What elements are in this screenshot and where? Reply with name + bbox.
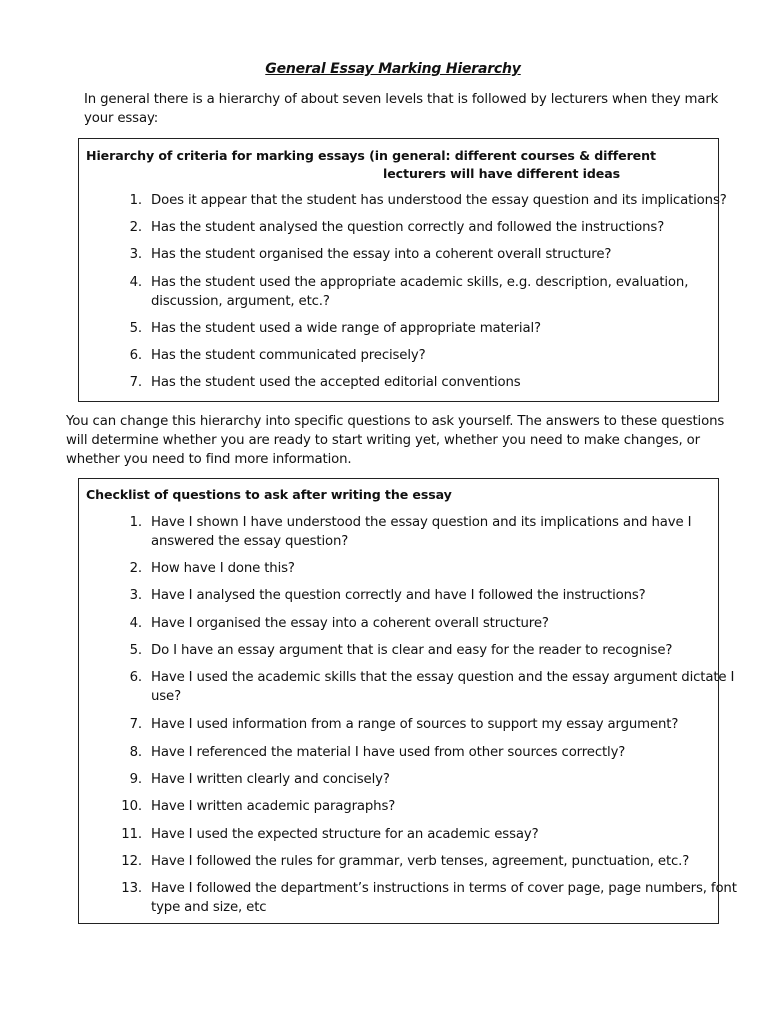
list-item-text: Has the student analysed the question correctly and followed the instructions? <box>151 220 665 235</box>
list-item-number: 13. <box>121 881 142 896</box>
hierarchy-heading-line2: lecturers will have different ideas <box>383 166 621 181</box>
list-item-number: 10. <box>121 799 142 814</box>
hierarchy-heading-line1: Hierarchy of criteria for marking essays (in general: different courses & different <box>86 148 656 163</box>
document-title: General Essay Marking Hierarchy <box>265 61 521 77</box>
list-item-number: 2. <box>129 561 142 576</box>
middle-paragraph: You can change this hierarchy into specific questions to ask yourself. The answers to these questions will determine whether you are ready to start writing yet, whether you need to make changes, or whether you need to find more information. <box>66 414 725 467</box>
list-item-text: Have I followed the department’s instructions in terms of cover page, page numbers, font type and size, etc <box>151 881 737 915</box>
checklist-box <box>78 478 737 924</box>
list-item-number: 2. <box>129 220 142 235</box>
list-item-text: How have I done this? <box>151 561 295 576</box>
list-item-text: Have I written clearly and concisely? <box>151 772 390 787</box>
list-item-text: Have I analysed the question correctly and have I followed the instructions? <box>151 588 646 603</box>
list-item-text: Have I used the academic skills that the essay question and the essay argument dictate I use? <box>151 670 735 704</box>
hierarchy-box <box>78 138 727 402</box>
list-item-text: Has the student used the appropriate academic skills, e.g. description, evaluation, discussion, argument, etc.? <box>151 275 689 309</box>
hierarchy-heading <box>86 147 656 183</box>
list-item-number: 3. <box>129 588 142 603</box>
list-item-number: 7. <box>129 375 142 390</box>
list-item-text: Has the student used a wide range of appropriate material? <box>151 321 541 336</box>
list-item-number: 6. <box>129 670 142 685</box>
list-item-text: Has the student used the accepted editorial conventions <box>151 375 521 390</box>
list-item-text: Have I organised the essay into a coherent overall structure? <box>151 616 549 631</box>
list-item-number: 7. <box>129 717 142 732</box>
intro-paragraph: In general there is a hierarchy of about seven levels that is followed by lecturers when they mark your essay: <box>84 92 719 126</box>
list-item-text: Do I have an essay argument that is clear and easy for the reader to recognise? <box>151 643 673 658</box>
list-item-number: 5. <box>129 321 142 336</box>
list-item-number: 12. <box>121 854 142 869</box>
list-item-number: 4. <box>129 616 142 631</box>
list-item-number: 5. <box>129 643 142 658</box>
list-item-text: Has the student organised the essay into a coherent overall structure? <box>151 247 612 262</box>
list-item-text: Have I followed the rules for grammar, verb tenses, agreement, punctuation, etc.? <box>151 854 690 869</box>
list-item-text: Does it appear that the student has understood the essay question and its implications? <box>151 193 727 208</box>
list-item-number: 1. <box>129 193 142 208</box>
list-item-number: 4. <box>129 275 142 290</box>
checklist-heading: Checklist of questions to ask after writing the essay <box>86 487 452 502</box>
list-item-number: 6. <box>129 348 142 363</box>
list-item-number: 8. <box>129 745 142 760</box>
list-item-number: 11. <box>121 827 142 842</box>
list-item-text: Have I used information from a range of sources to support my essay argument? <box>151 717 679 732</box>
list-item-text: Have I shown I have understood the essay question and its implications and have I answered the essay question? <box>151 515 692 549</box>
list-item-number: 9. <box>129 772 142 787</box>
list-item-text: Have I referenced the material I have used from other sources correctly? <box>151 745 626 760</box>
list-item-text: Have I used the expected structure for an academic essay? <box>151 827 539 842</box>
list-item-text: Have I written academic paragraphs? <box>151 799 396 814</box>
list-item-text: Has the student communicated precisely? <box>151 348 426 363</box>
list-item-number: 3. <box>129 247 142 262</box>
list-item-number: 1. <box>129 515 142 530</box>
